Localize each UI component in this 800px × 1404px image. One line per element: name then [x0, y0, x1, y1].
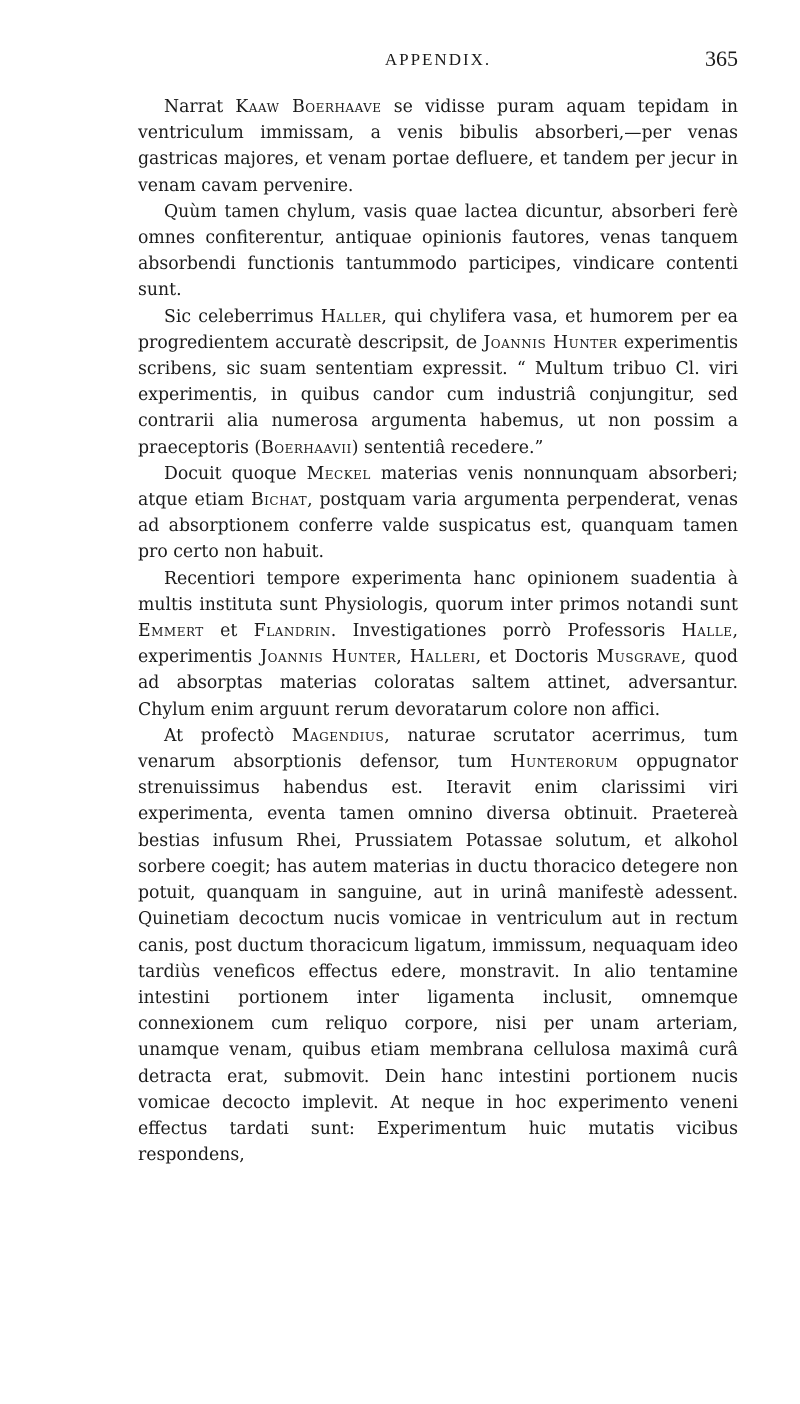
- body-text: [138, 94, 738, 1168]
- author-name: Musgrave: [596, 647, 681, 668]
- author-name: Flandrin: [253, 621, 331, 642]
- author-name: Joannis Hunter: [483, 332, 618, 353]
- paragraph-3: Sic celeberrimus Haller, qui chylifera vasa, et humorem per ea progredientem accuratè descripsit, de Joannis Hunter experimentis scribens, sic suam sententiam expressit. “ Multum tribuo Cl. viri experimentis, in quibus candor cum industriâ conjungitur, sed contrarii alia numerosa argumenta habemus, ut non possim a praeceptoris (Boerhaavii) sententiâ recedere.”: [138, 306, 738, 458]
- author-name: Bichat: [250, 490, 308, 511]
- paragraph-2: Quùm tamen chylum, vasis quae lactea dicuntur, absorberi ferè omnes confiterentur, antiquae opinionis fautores, venas tanquem absorbendi functionis tantummodo participes, vindicare contenti sunt.: [138, 201, 738, 301]
- author-name: Joannis Hunter: [260, 647, 397, 668]
- author-name: Boerhaavii: [261, 437, 352, 458]
- running-title: APPENDIX.: [384, 50, 492, 69]
- paragraph-6: At profectò Magendius, naturae scrutator acerrimus, tum venarum absorptionis defensor, tum Hunterorum oppugnator strenuissimus habendus est. Iteravit enim clarissimi viri experimenta, eventa tamen omnino diversa obtinuit. Praetereà bestias infusum Rhei, Prussiatem Potassae solutum, et alkohol sorbere coegit; has autem materias in ductu thoracico detegere non potuit, quanquam in sanguine, aut in urinâ manifestè adessent. Quinetiam decoctum nucis vomicae in ventriculum aut in rectum canis, post ductum thoracicum ligatum, immissum, nequaquam ideo tardiùs veneficos effectus edere, monstravit. In alio tentamine intestini portionem inter ligamenta inclusit, omnemque connexionem cum reliquo corpore, nisi per unam arteriam, unamque venam, quibus etiam membrana cellulosa maximâ curâ detracta erat, submovit. Dein hanc intestini portionem nucis vomicae decocto implevit. At neque in hoc experimento veneni effectus tardati sunt: Experimentum huic mutatis vicibus respondens,: [138, 725, 738, 1166]
- author-name: Hunterorum: [510, 752, 619, 773]
- paragraph-4: Docuit quoque Meckel materias venis nonnunquam absorberi; atque etiam Bichat, postquam varia argumenta perpenderat, venas ad absorptionem conferre valde suspicatus est, quanquam tamen pro certo non habuit.: [138, 463, 739, 563]
- author-name: Kaaw Boerhaave: [235, 97, 382, 117]
- author-name: Halle: [681, 621, 733, 642]
- author-name: Emmert: [138, 621, 204, 642]
- author-name: Magendius: [291, 725, 385, 746]
- paragraph-5: Recentiori tempore experimenta hanc opinionem suadentia à multis instituta sunt Physiologis, quorum inter primos notandi sunt Emmert et Flandrin. Investigationes porrò Professoris Halle, experimentis Joannis Hunter, Halleri, et Doctoris Musgrave, quod ad absorptas materias coloratas saltem attinet, adversantur. Chylum enim arguunt rerum devoratarum colore non affici.: [138, 568, 738, 720]
- author-name: Haller: [320, 306, 382, 327]
- running-head: [138, 46, 738, 74]
- page-number: 365: [705, 46, 738, 71]
- author-name: Halleri: [409, 647, 476, 668]
- author-name: Meckel: [306, 463, 371, 484]
- paragraph-1: Narrat Kaaw Boerhaave se vidisse puram aquam tepidam in ventriculum immissam, a venis bibulis absorberi,—per venas gastricas majores, et venam portae defluere, et tandem per jecur in venam cavam pervenire.: [138, 97, 738, 196]
